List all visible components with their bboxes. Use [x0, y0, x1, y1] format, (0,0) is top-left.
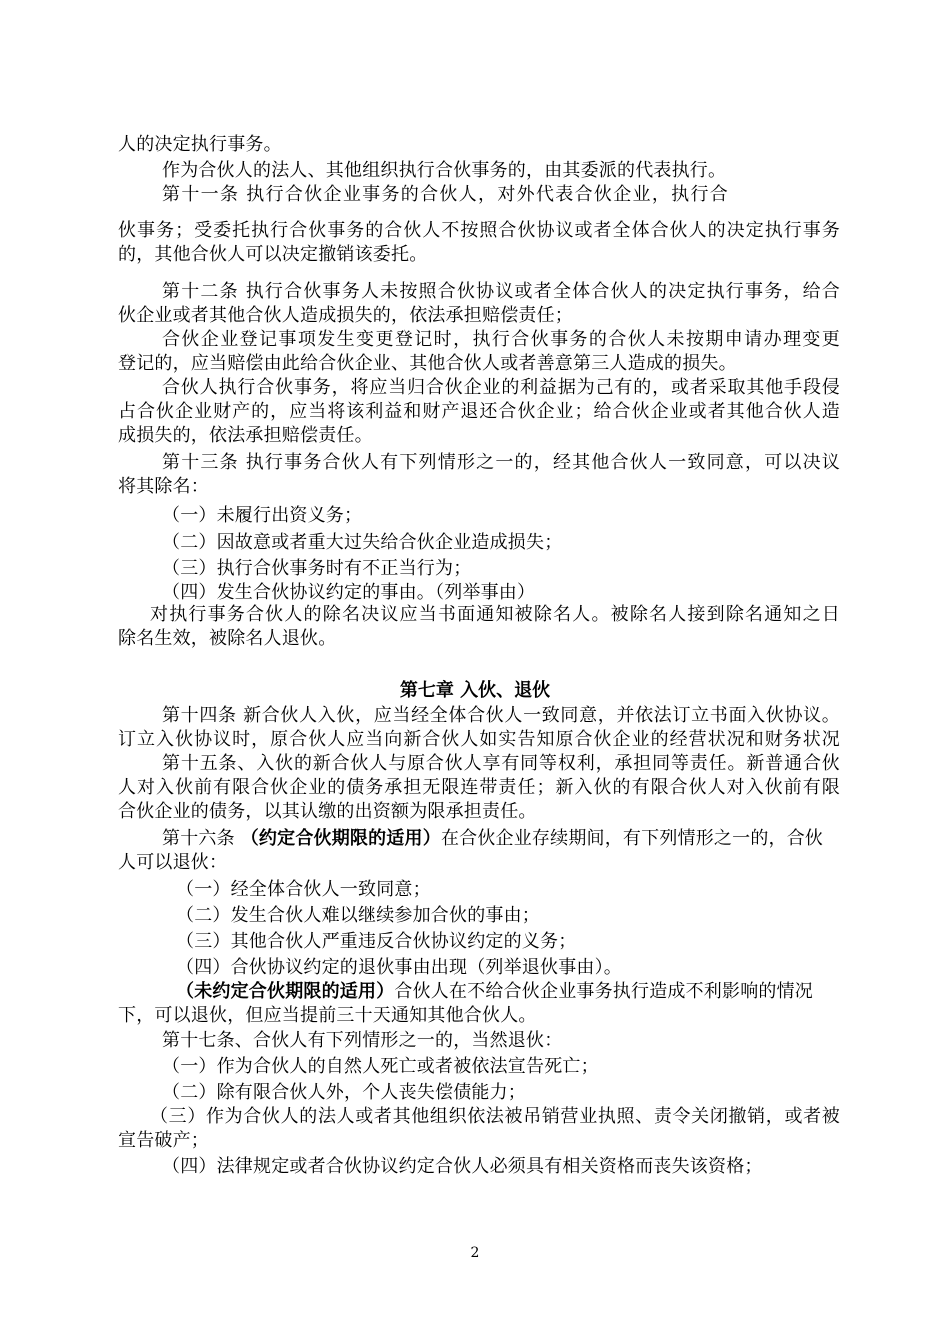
list-item: （二）因故意或者重大过失给合伙企业造成损失；	[162, 532, 563, 553]
article-16-label: 第十六条	[162, 828, 241, 849]
text-line: 第十五条、入伙的新合伙人与原合伙人享有同等权利，承担同等责任。新普通合伙	[162, 753, 840, 774]
text-line: 除名生效，被除名人退伙。	[118, 628, 337, 649]
list-item: （四）法律规定或者合伙协议约定合伙人必须具有相关资格而丧失该资格；	[162, 1156, 763, 1177]
text-line: 合伙人执行合伙事务，将应当归合伙企业的利益据为己有的，或者采取其他手段侵	[162, 377, 840, 398]
article-16-text: 在合伙企业存续期间，有下列情形之一的，合伙	[440, 828, 824, 849]
bold-note-agreed-term: （约定合伙期限的适用）	[240, 828, 441, 849]
article-16-line	[162, 827, 823, 851]
text-line: 合伙企业的债务，以其认缴的出资额为限承担责任。	[118, 801, 537, 822]
text-line: 伙企业或者其他合伙人造成损失的，依法承担赔偿责任；	[118, 305, 573, 326]
text-line: 人对入伙前有限合伙企业的债务承担无限连带责任；新入伙的有限合伙人对入伙前有限	[118, 777, 840, 798]
page-number: 2	[470, 1245, 480, 1261]
list-item: （三）其他合伙人严重违反合伙协议约定的义务；	[176, 931, 577, 952]
text-line: 作为合伙人的法人、其他组织执行合伙事务的，由其委派的代表执行。	[162, 160, 727, 181]
text-line: 人可以退伙：	[118, 852, 228, 873]
text-line: 人的决定执行事务。	[118, 134, 282, 155]
bold-note-unagreed-term: （未约定合伙期限的适用）	[176, 981, 395, 1002]
unagreed-term-line	[176, 980, 813, 1004]
list-item: （一）作为合伙人的自然人死亡或者被依法宣告死亡；	[162, 1056, 599, 1077]
list-item: （四）发生合伙协议约定的事由。（列举事由）	[162, 582, 536, 603]
text-line: 第十二条 执行合伙事务人未按照合伙协议或者全体合伙人的决定执行事务，给合	[162, 281, 840, 302]
text-line: 伙事务；受委托执行合伙事务的合伙人不按照合伙协议或者全体合伙人的决定执行事务	[118, 220, 840, 241]
text-line: 成损失的，依法承担赔偿责任。	[118, 425, 373, 446]
text-line: 宣告破产；	[118, 1130, 209, 1151]
list-item: （三）执行合伙事务时有不正当行为；	[162, 558, 472, 579]
list-item: （一）经全体合伙人一致同意；	[176, 879, 431, 900]
text-line: 的，其他合伙人可以决定撤销该委托。	[118, 244, 428, 265]
text-line: 下，可以退伙，但应当提前三十天通知其他合伙人。	[118, 1005, 537, 1026]
text-line: 第十七条、合伙人有下列情形之一的，当然退伙：	[162, 1030, 563, 1051]
chapter-heading: 第七章 入伙、退伙	[399, 680, 551, 701]
list-item: （二）发生合伙人难以继续参加合伙的事由；	[176, 905, 540, 926]
text-line: 订立入伙协议时，原合伙人应当向新合伙人如实告知原合伙企业的经营状况和财务状况	[118, 729, 840, 750]
unagreed-term-text: 合伙人在不给合伙企业事务执行造成不利影响的情况	[394, 981, 814, 1002]
text-line: 对执行事务合伙人的除名决议应当书面通知被除名人。被除名人接到除名通知之日	[150, 604, 840, 625]
text-line: 占合伙企业财产的，应当将该利益和财产退还合伙企业；给合伙企业或者其他合伙人造	[118, 401, 840, 422]
list-item: （一）未履行出资义务；	[162, 505, 363, 526]
list-item: （二）除有限合伙人外，个人丧失偿债能力；	[162, 1082, 526, 1103]
text-line: 将其除名：	[118, 476, 209, 497]
text-line: 第十三条 执行事务合伙人有下列情形之一的，经其他合伙人一致同意，可以决议	[162, 452, 840, 473]
text-line: 合伙企业登记事项发生变更登记时，执行合伙事务的合伙人未按期申请办理变更	[162, 329, 840, 350]
text-line: 第十一条 执行合伙企业事务的合伙人，对外代表合伙企业，执行合	[162, 184, 728, 205]
list-item: （三）作为合伙人的法人或者其他组织依法被吊销营业执照、责令关闭撤销，或者被	[150, 1106, 840, 1127]
list-item: （四）合伙协议约定的退伙事由出现（列举退伙事由）。	[176, 957, 622, 978]
text-line: 登记的，应当赔偿由此给合伙企业、其他合伙人或者善意第三人造成的损失。	[118, 353, 737, 374]
text-line: 第十四条 新合伙人入伙，应当经全体合伙人一致同意，并依法订立书面入伙协议。	[162, 705, 840, 726]
